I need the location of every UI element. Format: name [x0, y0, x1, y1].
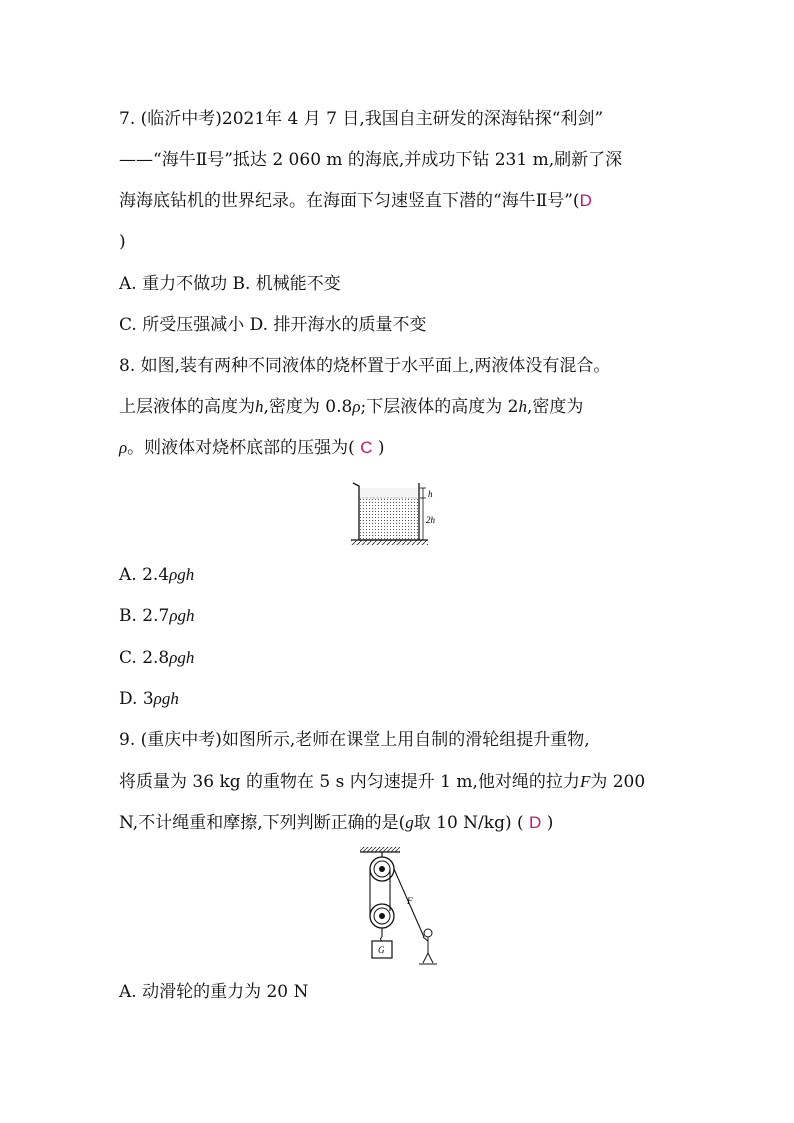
q8-option-b — [119, 604, 689, 628]
q8-option-d-gh: gh — [161, 689, 179, 708]
q8-option-d-rho: ρ — [153, 689, 162, 708]
q8-option-c — [119, 646, 689, 670]
q9-line-1: 9. (重庆中考)如图所示,老师在课堂上用自制的滑轮组提升重物, — [119, 730, 590, 750]
q9-l3-a: N,不计绳重和摩擦,下列判断正确的是( — [119, 813, 406, 833]
q8-l2-e: ;下层液体的高度为 2 — [360, 397, 519, 417]
q8-option-c-gh: gh — [177, 648, 195, 667]
q8-l2-h: h — [255, 397, 264, 416]
q8-l2-c: ,密度为 0.8 — [263, 397, 353, 417]
q8-l2-g: ,密度为 — [526, 397, 584, 417]
q8-option-c-rho: ρ — [169, 648, 178, 667]
pulley-figure — [350, 845, 445, 970]
person-figure — [419, 929, 437, 964]
ceiling-hatch — [360, 847, 400, 852]
lower-liquid — [359, 498, 419, 540]
label-G: G — [378, 945, 385, 955]
q8-option-a-prefix: A. 2.4 — [119, 565, 170, 585]
q9-line-3 — [119, 811, 689, 835]
q8-option-b-prefix: B. 2.7 — [119, 606, 170, 626]
label-2h: 2h — [426, 515, 435, 525]
q9-l3-c: 取 10 N/kg) ( — [413, 813, 524, 833]
q9-l2-F: F — [579, 772, 591, 791]
q8-option-d — [119, 687, 689, 711]
q7-line-2: ——“海牛Ⅱ号”抵达 2 060 m 的海底,并成功下钻 231 m,刷新了深 — [119, 150, 623, 170]
fixed-pulley-axle — [379, 866, 385, 872]
q8-l2-h2: h — [518, 397, 527, 416]
movable-pulley-axle — [379, 913, 385, 919]
q9-option-a: A. 动滑轮的重力为 20 N — [119, 982, 309, 1002]
q8-option-b-rho: ρ — [169, 606, 178, 625]
q8-line-2 — [119, 395, 689, 419]
q9-close: ) — [546, 813, 554, 833]
q8-option-a-rho: ρ — [169, 565, 178, 584]
q9-answer: D — [529, 813, 542, 832]
q7-line-3-text: 海海底钻机的世界纪录。在海面下匀速竖直下潜的“海牛Ⅱ号”( — [119, 191, 580, 211]
q8-line-1: 8. 如图,装有两种不同液体的烧杯置于水平面上,两液体没有混合。 — [119, 356, 611, 376]
q8-l3-rho: ρ — [119, 438, 128, 457]
q9-l2-a: 将质量为 36 kg 的重物在 5 s 内匀速提升 1 m,他对绳的拉力 — [119, 772, 580, 792]
q7-answer: D — [579, 191, 592, 210]
label-h: h — [428, 489, 433, 499]
q7-line-3 — [119, 189, 689, 213]
q8-option-b-gh: gh — [177, 606, 195, 625]
q8-option-d-prefix: D. 3 — [119, 689, 154, 709]
label-F: F — [407, 896, 413, 906]
q7-close-paren: ) — [119, 232, 126, 252]
q8-close: ) — [377, 438, 385, 458]
beaker-figure — [350, 477, 440, 549]
q8-option-a — [119, 563, 689, 587]
q9-l2-c: 为 200 — [590, 772, 646, 792]
q8-l3-b: 。则液体对烧杯底部的压强为( — [127, 438, 355, 458]
q8-l2-a: 上层液体的高度为 — [119, 397, 255, 417]
q7-options-row-2: C. 所受压强减小 D. 排开海水的质量不变 — [119, 315, 427, 335]
q7-options-row-1: A. 重力不做功 B. 机械能不变 — [119, 274, 341, 294]
q9-line-2 — [119, 770, 689, 794]
q8-answer: C — [360, 438, 373, 457]
q9-l3-g: g — [405, 813, 414, 832]
q8-option-a-gh: gh — [177, 565, 195, 584]
q8-l2-rho: ρ — [352, 397, 361, 416]
q7-line-1: 7. (临沂中考)2021年 4 月 7 日,我国自主研发的深海钻探“利剑” — [119, 109, 604, 129]
upper-liquid — [359, 488, 419, 498]
q8-option-c-prefix: C. 2.8 — [119, 648, 170, 668]
q8-line-3 — [119, 436, 689, 460]
ground-hatch — [351, 540, 428, 545]
